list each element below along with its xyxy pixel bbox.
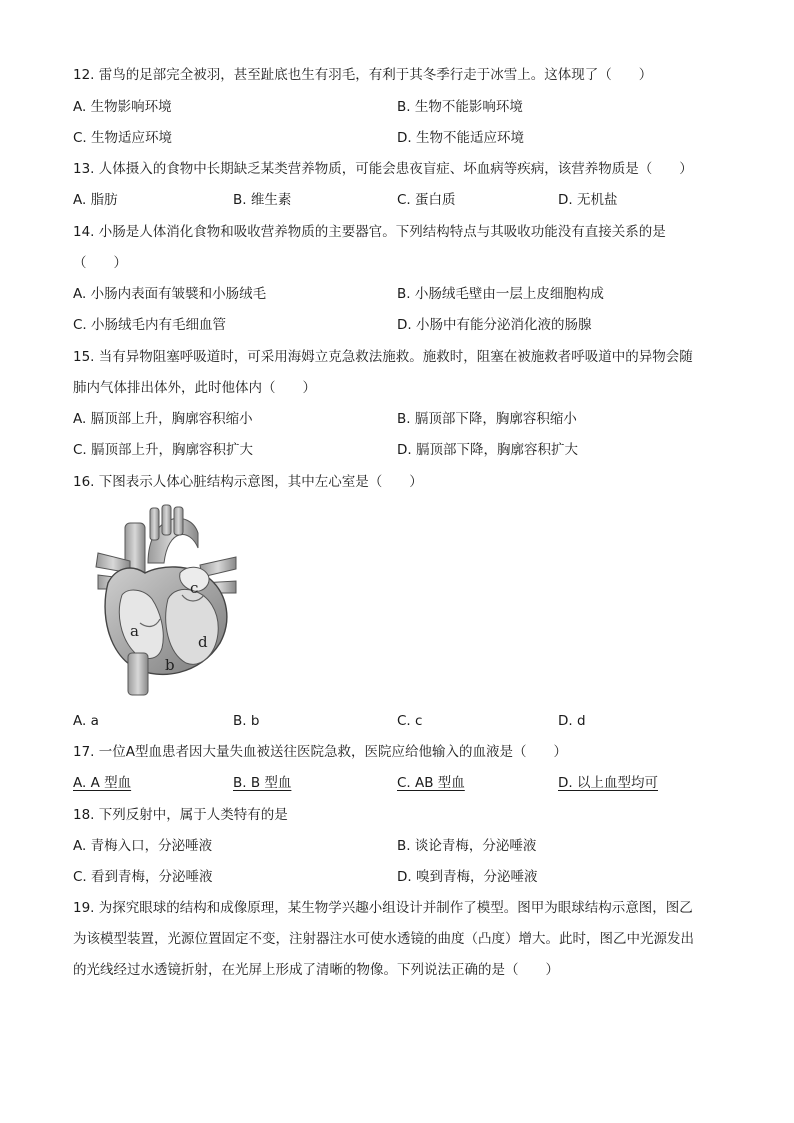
q15-option-d[interactable]: D. 膈顶部下降，胸廓容积扩大 bbox=[397, 442, 578, 458]
q13-option-b[interactable]: B. 维生素 bbox=[233, 192, 292, 208]
q14-option-d[interactable]: D. 小肠中有能分泌消化液的肠腺 bbox=[397, 317, 592, 333]
q18-option-d[interactable]: D. 嗅到青梅，分泌唾液 bbox=[397, 869, 538, 885]
q13-option-a[interactable]: A. 脂肪 bbox=[73, 192, 118, 208]
question-18-stem: 18. 下列反射中，属于人类特有的是 bbox=[73, 807, 288, 823]
question-14-stem: 14. 小肠是人体消化食物和吸收营养物质的主要器官。下列结构特点与其吸收功能没有直接关系的是 bbox=[73, 224, 666, 240]
question-15-stem-cont: 肺内气体排出体外，此时他体内（ ） bbox=[73, 380, 316, 396]
q15-option-c[interactable]: C. 膈顶部上升，胸廓容积扩大 bbox=[73, 442, 254, 458]
q16-option-d[interactable]: D. d bbox=[558, 713, 586, 729]
q15-option-a[interactable]: A. 膈顶部上升，胸廓容积缩小 bbox=[73, 411, 253, 427]
question-12-stem: 12. 雷鸟的足部完全被羽，甚至趾底也生有羽毛，有利于其冬季行走于冰雪上。这体现了（ ） bbox=[73, 67, 653, 83]
q14-option-b[interactable]: B. 小肠绒毛壁由一层上皮细胞构成 bbox=[397, 286, 604, 302]
q15-option-b[interactable]: B. 膈顶部下降，胸廓容积缩小 bbox=[397, 411, 577, 427]
q16-option-a[interactable]: A. a bbox=[73, 713, 99, 729]
q16-option-c[interactable]: C. c bbox=[397, 713, 423, 729]
question-13-stem: 13. 人体摄入的食物中长期缺乏某类营养物质，可能会患夜盲症、坏血病等疾病，该营养物质是（ ） bbox=[73, 161, 693, 177]
q14-option-c[interactable]: C. 小肠绒毛内有毛细血管 bbox=[73, 317, 227, 333]
heart-diagram-figure bbox=[90, 503, 240, 698]
heart-label-a: a bbox=[130, 622, 139, 640]
q18-option-b[interactable]: B. 谈论青梅，分泌唾液 bbox=[397, 838, 537, 854]
question-16-stem: 16. 下图表示人体心脏结构示意图，其中左心室是（ ） bbox=[73, 474, 423, 490]
q17-option-d[interactable]: D. 以上血型均可 bbox=[558, 775, 658, 791]
question-19-line-1: 19. 为探究眼球的结构和成像原理，某生物学兴趣小组设计并制作了模型。图甲为眼球结构示意图，图乙 bbox=[73, 900, 693, 916]
question-19-line-2: 为该模型装置，光源位置固定不变，注射器注水可使水透镜的曲度（凸度）增大。此时，图乙中光源发出 bbox=[73, 931, 694, 947]
q12-option-a[interactable]: A. 生物影响环境 bbox=[73, 99, 172, 115]
q18-option-a[interactable]: A. 青梅入口，分泌唾液 bbox=[73, 838, 213, 854]
heart-label-c: c bbox=[190, 579, 199, 597]
q12-option-c[interactable]: C. 生物适应环境 bbox=[73, 130, 173, 146]
q14-option-a[interactable]: A. 小肠内表面有皱襞和小肠绒毛 bbox=[73, 286, 267, 302]
q12-option-b[interactable]: B. 生物不能影响环境 bbox=[397, 99, 523, 115]
q12-option-d[interactable]: D. 生物不能适应环境 bbox=[397, 130, 524, 146]
q17-option-a[interactable]: A. A 型血 bbox=[73, 775, 132, 791]
question-17-stem: 17. 一位A型血患者因大量失血被送往医院急救，医院应给他输入的血液是（ ） bbox=[73, 744, 567, 760]
heart-label-d: d bbox=[198, 633, 208, 651]
question-15-stem: 15. 当有异物阻塞呼吸道时，可采用海姆立克急救法施救。施救时，阻塞在被施救者呼吸道中的异物会随 bbox=[73, 349, 693, 365]
q17-option-b[interactable]: B. B 型血 bbox=[233, 775, 292, 791]
question-19-line-3: 的光线经过水透镜折射，在光屏上形成了清晰的物像。下列说法正确的是（ ） bbox=[73, 962, 559, 978]
q18-option-c[interactable]: C. 看到青梅，分泌唾液 bbox=[73, 869, 213, 885]
q13-option-d[interactable]: D. 无机盐 bbox=[558, 192, 618, 208]
q17-option-c[interactable]: C. AB 型血 bbox=[397, 775, 465, 791]
question-14-stem-cont: （ ） bbox=[73, 255, 127, 271]
q16-option-b[interactable]: B. b bbox=[233, 713, 260, 729]
heart-label-b: b bbox=[165, 656, 175, 674]
q13-option-c[interactable]: C. 蛋白质 bbox=[397, 192, 456, 208]
